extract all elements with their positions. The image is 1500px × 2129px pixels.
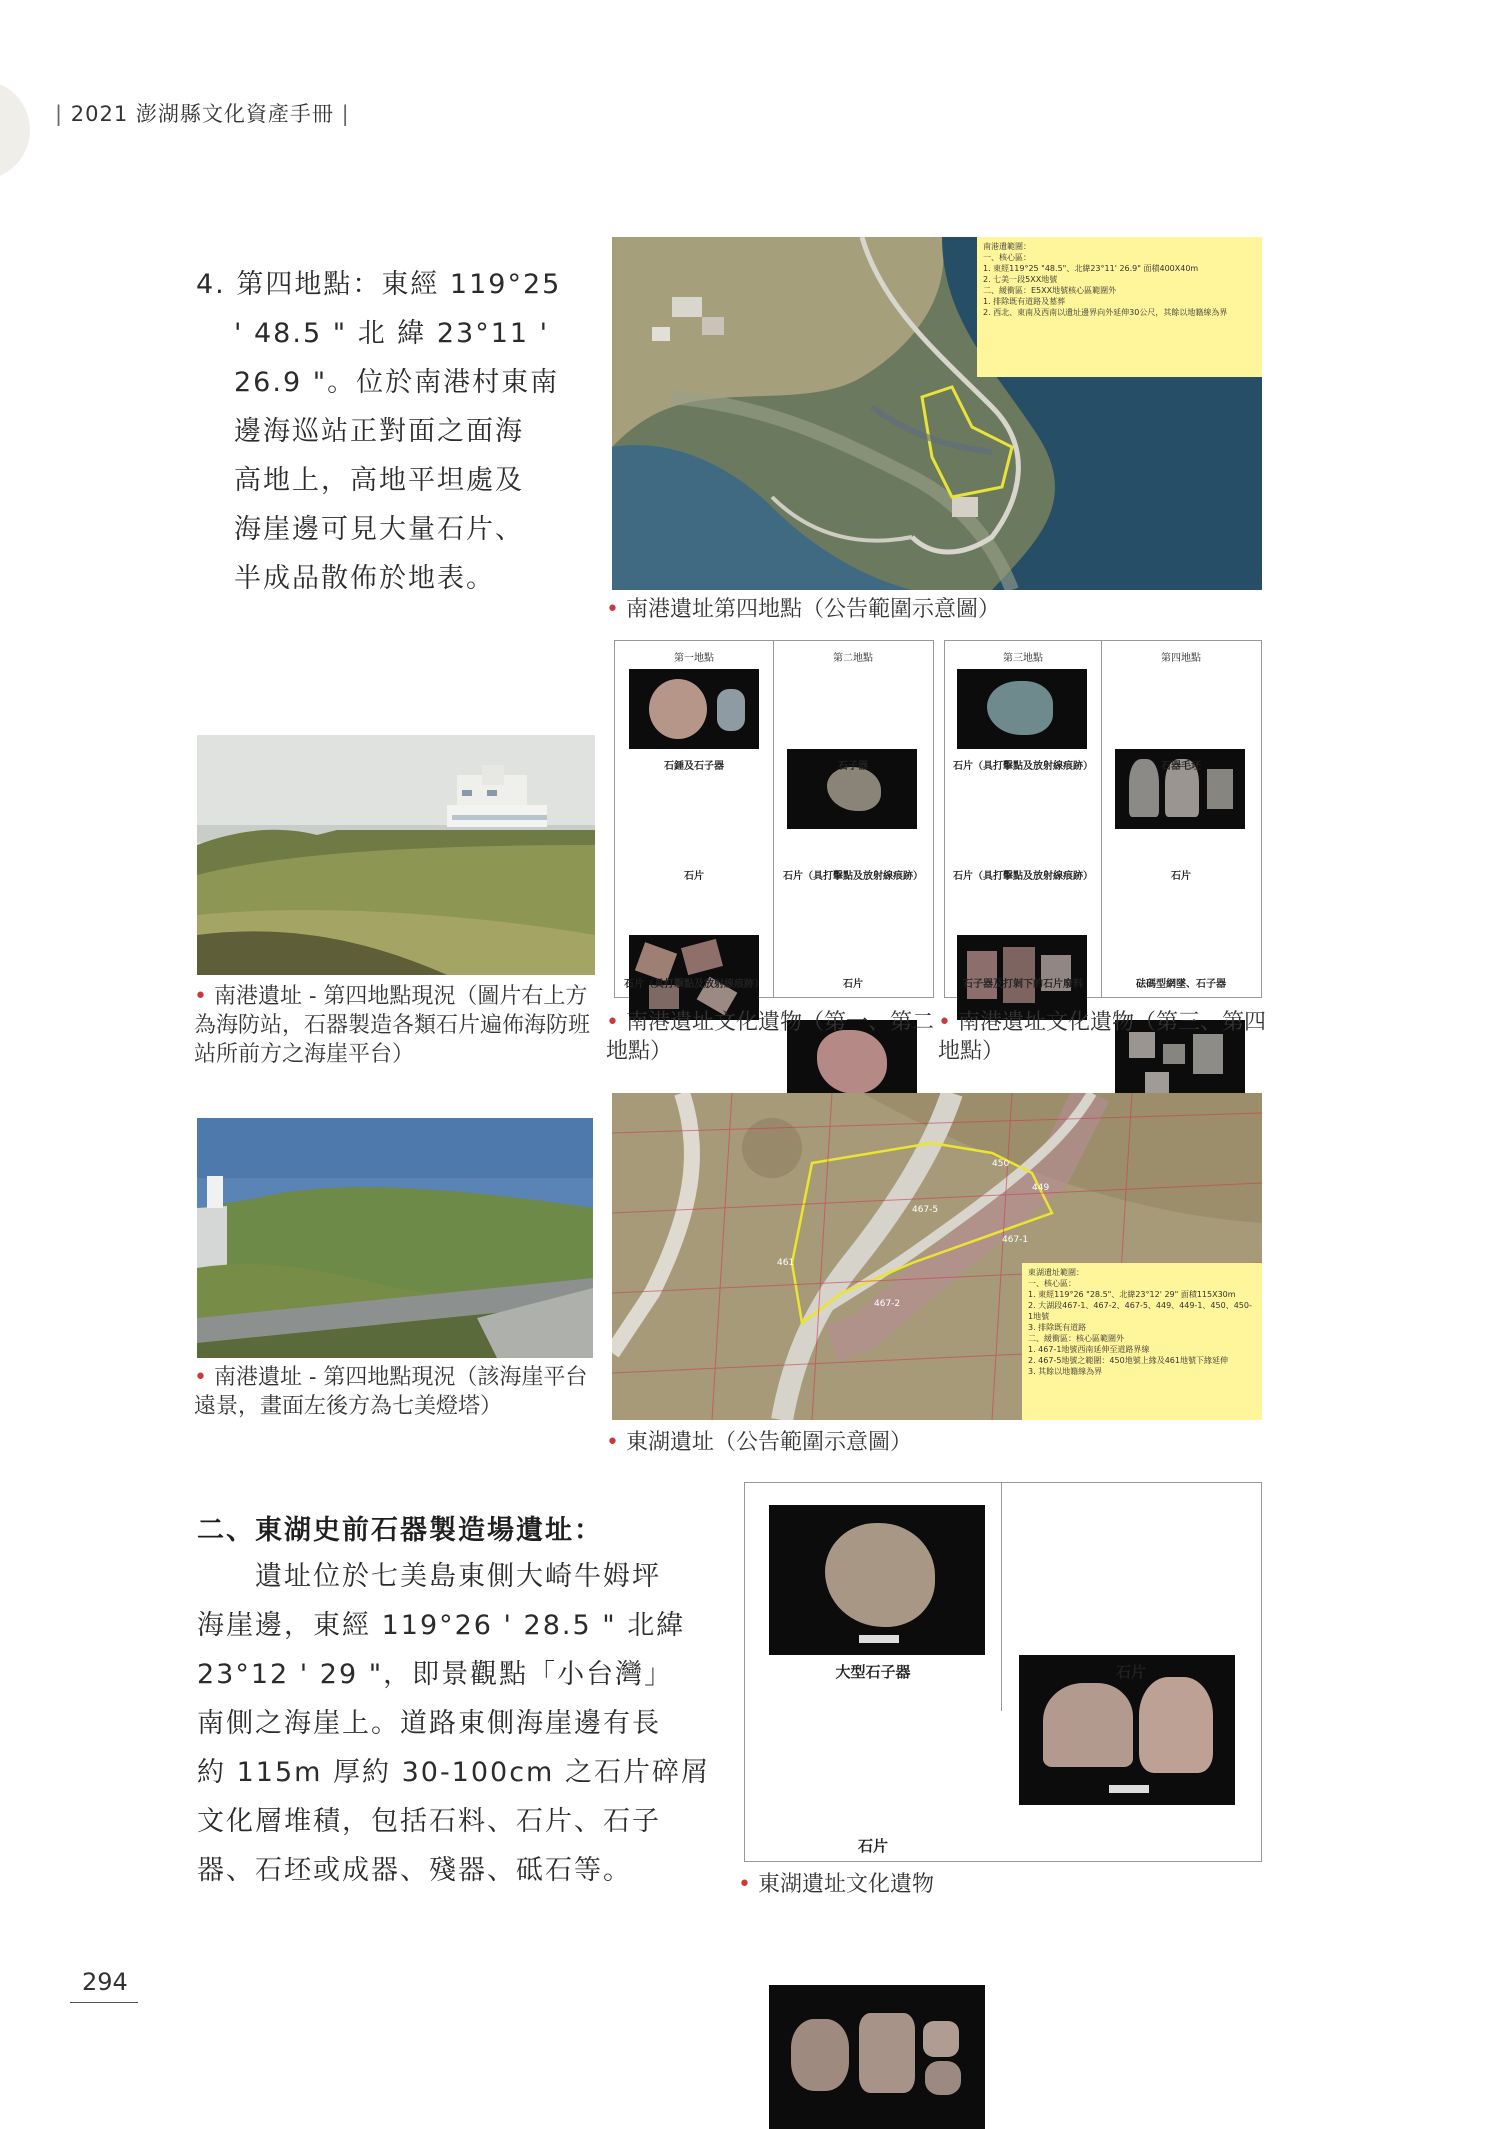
artifact-label: 石片 [857, 1837, 888, 1855]
map1-caption: • 南港遺址第四地點（公告範圍示意圖） [606, 597, 1000, 622]
map2-legend [1022, 1263, 1262, 1420]
section4-line: 邊海巡站正對面之面海 [234, 416, 524, 447]
section4-line: 海崖邊可見大量石片、 [234, 514, 524, 545]
column-title: 第四地點 [1161, 653, 1201, 664]
section4-line: ' 48.5 " 北 緯 23°11 ' [234, 318, 550, 349]
parcel-label: 449 [1032, 1183, 1050, 1193]
caption-text: 南港遺址文化遺物（第一、第二地點） [606, 1010, 934, 1064]
caption-text: 南港遺址 - 第四地點現況（該海崖平台遠景，畫面左後方為七美燈塔） [194, 1365, 588, 1419]
caption-text: 南港遺址 - 第四地點現況（圖片右上方為海防站，石器製造各類石片遍佈海防班站所前方之海崖平台） [194, 984, 591, 1067]
parcel-label: 450 [992, 1159, 1010, 1169]
map-nangang-site4 [612, 237, 1262, 590]
section4-line: 26.9 "。位於南港村東南 [234, 367, 560, 398]
artifact-photo [629, 669, 759, 749]
map-donghu [612, 1093, 1262, 1420]
legend-line: 二、緩衝區：核心區範圍外 [1028, 1334, 1124, 1343]
artifact-label: 石片 [1171, 871, 1191, 882]
legend-line: 一、核心區： [1028, 1279, 1076, 1288]
legend-line: 3. 排除既有道路 [1028, 1323, 1087, 1332]
photo1-caption: • 南港遺址 - 第四地點現況（圖片右上方為海防站，石器製造各類石片遍佈海防班站所前方之海崖平台） [194, 984, 591, 1067]
legend-line: 1. 東經119°25 "48.5"、北緯23°11' 26.9" 面積400X40m [983, 264, 1199, 273]
artifact-photo [957, 669, 1087, 749]
artifacts-panel-sites-1-2 [614, 640, 934, 998]
photo-site4-distant-view [197, 1118, 593, 1358]
artifact-photo [769, 1985, 985, 2129]
artifact-label: 石片（具打擊點及放射線痕跡） [783, 871, 923, 882]
section2-line: 約 115m 厚約 30-100cm 之石片碎屑 [197, 1757, 710, 1788]
donghu-artifacts-caption: • 東湖遺址文化遺物 [738, 1872, 934, 1897]
legend-line: 2. 西北、東南及西南以遺址邊界向外延伸30公尺，其餘以地籍線為界 [983, 308, 1228, 317]
caption-text: 東湖遺址文化遺物 [757, 1872, 934, 1897]
artifacts34-caption: • 南港遺址文化遺物（第三、第四地點） [938, 1010, 1266, 1064]
parcel-label: 467-5 [912, 1205, 939, 1215]
section4-line: 4. 第四地點：東經 119°25 [196, 269, 562, 300]
page-corner-tab [0, 80, 30, 180]
section2-line: 器、石坯或成器、殘器、砥石等。 [197, 1855, 632, 1886]
section2-text [197, 1552, 717, 1895]
artifact-label: 石錘及石子器 [664, 761, 724, 772]
legend-line: 2. 大湖段467-1、467-2、467-5、449、449-1、450、450-1地號 [1028, 1301, 1252, 1321]
section2-line: 南側之海崖上。道路東側海崖邊有長 [197, 1708, 661, 1739]
artifacts12-caption: • 南港遺址文化遺物（第一、第二地點） [606, 1010, 934, 1064]
section2-line: 23°12 ' 29 "，即景觀點「小台灣」 [197, 1659, 674, 1690]
section2-line: 遺址位於七美島東側大崎牛姆坪 [255, 1561, 661, 1592]
legend-line: 1. 467-1地號西南延伸至道路界線 [1028, 1345, 1150, 1354]
caption-text: 東湖遺址（公告範圍示意圖） [625, 1430, 912, 1455]
legend-line: 一、核心區： [983, 253, 1031, 262]
section2-line: 文化層堆積，包括石料、石片、石子 [197, 1806, 661, 1837]
caption-text: 南港遺址第四地點（公告範圍示意圖） [625, 597, 1000, 622]
page-number-rule [70, 2002, 138, 2003]
map2-caption: • 東湖遺址（公告範圍示意圖） [606, 1430, 912, 1455]
artifact-label: 石子器及打剝下的石片廢料 [963, 979, 1083, 990]
legend-line: 二、緩衝區：E5XX地號核心區範圍外 [983, 286, 1117, 295]
artifacts-panel-sites-3-4 [944, 640, 1262, 998]
header-title: 2021 澎湖縣文化資產手冊 [70, 102, 334, 126]
legend-line: 南港遺範圍： [983, 242, 1031, 251]
parcel-label: 467-1 [1002, 1235, 1029, 1245]
column-title: 第二地點 [833, 653, 873, 664]
legend-line: 3. 其餘以地籍線為界 [1028, 1367, 1103, 1376]
column-title: 第一地點 [674, 653, 714, 664]
parcel-label: 461 [777, 1258, 795, 1268]
section4-text [196, 260, 586, 603]
section2-heading: 二、東湖史前石器製造場遺址： [197, 1515, 603, 1546]
page-number: 294 [82, 1968, 128, 1996]
legend-line: 1. 排除既有道路及墓葬 [983, 297, 1066, 306]
section4-line: 高地上，高地平坦處及 [234, 465, 524, 496]
artifact-label: 石子器 [838, 761, 868, 772]
artifact-label: 石片（具打擊點及放射線痕跡） [953, 871, 1093, 882]
artifact-label: 大型石子器 [835, 1663, 911, 1681]
parcel-label: 467-2 [874, 1299, 901, 1309]
artifact-label: 石器毛坯 [1161, 761, 1201, 772]
column-title: 第三地點 [1003, 653, 1043, 664]
artifact-label: 石片（具打擊點及放射線痕跡） [953, 761, 1093, 772]
photo2-caption: • 南港遺址 - 第四地點現況（該海崖平台遠景，畫面左後方為七美燈塔） [194, 1365, 588, 1419]
legend-line: 東湖遺址範圍： [1028, 1268, 1084, 1277]
artifact-label: 砝碼型網墜、石子器 [1136, 979, 1226, 990]
legend-line: 2. 467-5地號之範圍：450地號上緣及461地號下緣延伸 [1028, 1356, 1228, 1365]
legend-line: 1. 東經119°26 "28.5"、北緯23°12' 29" 面積115X30m [1028, 1290, 1236, 1299]
artifact-label: 石片 [684, 871, 704, 882]
artifact-label: 石片（具打擊點及放射線痕跡） [624, 979, 764, 990]
legend-line: 2. 七美一段5XX地號 [983, 275, 1058, 284]
photo-site4-condition [197, 735, 595, 975]
running-header: | 2021 澎湖縣文化資產手冊 | [55, 102, 350, 126]
caption-text: 南港遺址文化遺物（第三、第四地點） [938, 1010, 1266, 1064]
section4-line: 半成品散佈於地表。 [234, 563, 495, 594]
artifact-photo [769, 1505, 985, 1655]
artifact-label: 石片 [843, 979, 863, 990]
artifact-label: 石片 [1115, 1663, 1146, 1681]
section2-line: 海崖邊，東經 119°26 ' 28.5 " 北緯 [197, 1610, 686, 1641]
map1-legend [977, 237, 1262, 377]
donghu-artifacts-panel [744, 1482, 1262, 1862]
